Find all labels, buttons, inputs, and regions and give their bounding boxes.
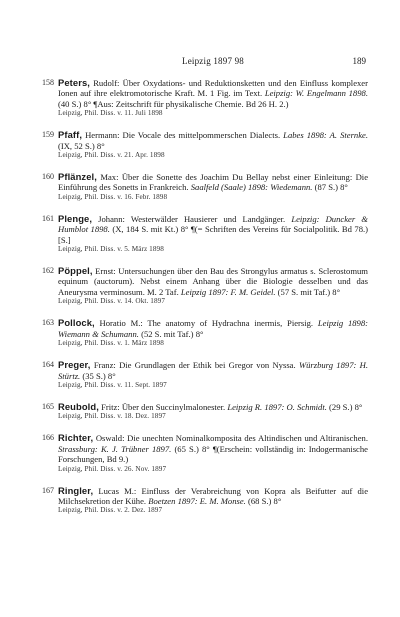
- entry-publisher: Leipzig 1898: Wiemann & Schumann.: [58, 318, 368, 339]
- entry-number: 158: [42, 78, 54, 87]
- author-name: Ringler,: [58, 484, 94, 496]
- entry-text: Hermann: Die Vocale des mittelpommerschen Dialects.: [85, 130, 281, 141]
- entry-text-cont: (68 S.) 8°: [248, 495, 282, 506]
- dissertation-note: Leipzig, Phil. Diss. v. 18. Dez. 1897: [58, 412, 166, 421]
- entry-text-cont: (29 S.) 8°: [329, 401, 363, 412]
- bibliography-entry: [42, 172, 368, 202]
- entry-number: 163: [42, 318, 54, 328]
- bibliography-entry: [42, 214, 368, 254]
- entry-number: 160: [42, 172, 54, 182]
- bibliography-entry: [42, 360, 368, 390]
- author-name: Peters,: [58, 77, 90, 88]
- entry-publisher: Würzburg 1897: H. Stürtz.: [58, 360, 369, 381]
- author-name: Plenge,: [58, 212, 93, 224]
- dissertation-note: Leipzig, Phil. Diss. v. 5. März 1898: [58, 245, 164, 254]
- page-number: 189: [352, 56, 366, 66]
- bibliography-entry: [42, 318, 368, 348]
- entry-number: 166: [42, 433, 54, 443]
- entry-text-cont: (40 S.) 8° ¶Aus: Zeitschrift für physikalische Chemie. Bd 26 H. 2.): [58, 98, 289, 109]
- entry-publisher: Labes 1898: A. Sternke.: [283, 130, 369, 141]
- entry-text-cont: (87 S.) 8°: [314, 182, 348, 193]
- dissertation-note: Leipzig, Phil. Diss. v. 26. Nov. 1897: [58, 464, 167, 473]
- author-name: Preger,: [58, 359, 91, 371]
- entry-text: Franz: Die Grundlagen der Ethik bei Gregor von Nyssa.: [93, 360, 296, 371]
- entry-publisher: Boetzen 1897: E. M. Monse.: [148, 495, 246, 506]
- entry-publisher: Strassburg: K. J. Trübner 1897.: [58, 443, 172, 454]
- author-name: Richter,: [58, 432, 94, 444]
- entry-number: 167: [42, 485, 54, 495]
- bibliography-entry: [42, 266, 368, 306]
- entry-text: Lucas M.: Einfluss der Verabreichung von Kopra als Beifutter auf die Milchsekretion der Kühe.: [58, 485, 369, 506]
- bibliography-entry: [42, 433, 368, 473]
- bibliography-list: [42, 78, 368, 527]
- entry-text: Ernst: Untersuchungen über den Bau des Strongylus armatus s. Sclerostomum equinum (auctorum). Nebst einem Anhang über die Biologie desselben und das Aneurysma verminosum. M. 2 Taf.: [58, 266, 368, 297]
- running-title: Leipzig 1897 98: [182, 56, 244, 66]
- entry-text: Johann: Westerwälder Hausierer und Landgänger.: [98, 213, 286, 224]
- dissertation-note: Leipzig, Phil. Diss. v. 16. Febr. 1898: [58, 192, 168, 201]
- dissertation-note: Leipzig, Phil. Diss. v. 11. Sept. 1897: [58, 380, 167, 389]
- entry-text-cont: (IX, 52 S.) 8°: [58, 140, 105, 151]
- author-name: Reubold,: [58, 400, 99, 412]
- entry-number: 164: [42, 360, 54, 370]
- entry-publisher: Leipzig: Duncker & Humblot 1898.: [58, 213, 368, 235]
- entry-publisher: Leipzig: W. Engelmann 1898.: [264, 88, 368, 99]
- dissertation-note: Leipzig, Phil. Diss. v. 1. März 1898: [58, 339, 164, 348]
- entry-publisher: Saalfeld (Saale) 1898: Wiedemann.: [190, 182, 313, 193]
- author-name: Pollock,: [58, 317, 95, 329]
- entry-text: Fritz: Über den Succinylmalonester.: [101, 401, 226, 412]
- author-name: Pöppel,: [58, 265, 93, 277]
- entry-text-cont: (35 S.) 8°: [82, 370, 116, 381]
- page-header: [60, 56, 366, 70]
- dissertation-note: Leipzig, Phil. Diss. v. 11. Juli 1898: [58, 109, 163, 118]
- entry-text: Rudolf: Über Oxydations- und Reduktionsketten und den Einfluss komplexer Ionen auf ihre elektromotorische Kraft. M. 1 Fig. im Text.: [58, 78, 368, 99]
- author-name: Pflänzel,: [58, 171, 97, 183]
- entry-number: 159: [42, 130, 54, 140]
- bibliography-entry: [42, 486, 368, 516]
- entry-number: 161: [42, 213, 54, 223]
- dissertation-note: Leipzig, Phil. Diss. v. 2. Dez. 1897: [58, 506, 163, 515]
- dissertation-note: Leipzig, Phil. Diss. v. 21. Apr. 1898: [58, 151, 165, 160]
- bibliography-entry: [42, 78, 368, 118]
- entry-text-cont: (65 S.) 8° ¶(Erschein: vollständig in: Indogermanische Forschungen, Bd 9.): [58, 443, 368, 465]
- author-name: Pfaff,: [58, 129, 83, 141]
- entry-text-cont: (X, 184 S. mit Kt.) 8° ¶(= Schriften des Vereins für Socialpolitik. Bd 78.) [S.]: [58, 224, 368, 245]
- entry-number: 162: [42, 266, 54, 276]
- dissertation-note: Leipzig, Phil. Diss. v. 14. Okt. 1897: [58, 297, 166, 306]
- entry-text-cont: (52 S. mit Taf.) 8°: [141, 328, 204, 339]
- entry-number: 165: [42, 401, 54, 411]
- bibliography-entry: [42, 130, 368, 160]
- entry-publisher: Leipzig 1897: F. M. Geidel.: [180, 286, 276, 297]
- entry-text-cont: (57 S. mit Taf.) 8°: [277, 286, 341, 297]
- entry-text: Oswald: Die unechten Nominalkomposita des Altindischen und Altiranischen.: [95, 433, 368, 444]
- entry-publisher: Leipzig R. 1897: O. Schmidt.: [227, 401, 327, 412]
- entry-text: Horatio M.: The anatomy of Hydrachna inermis, Piersig.: [99, 318, 314, 329]
- entry-text: Max: Über die Sonette des Joachim Du Bellay nebst einer Einleitung: Die Einführung des Sonetts in Frankreich.: [58, 172, 369, 193]
- bibliography-entry: [42, 402, 368, 421]
